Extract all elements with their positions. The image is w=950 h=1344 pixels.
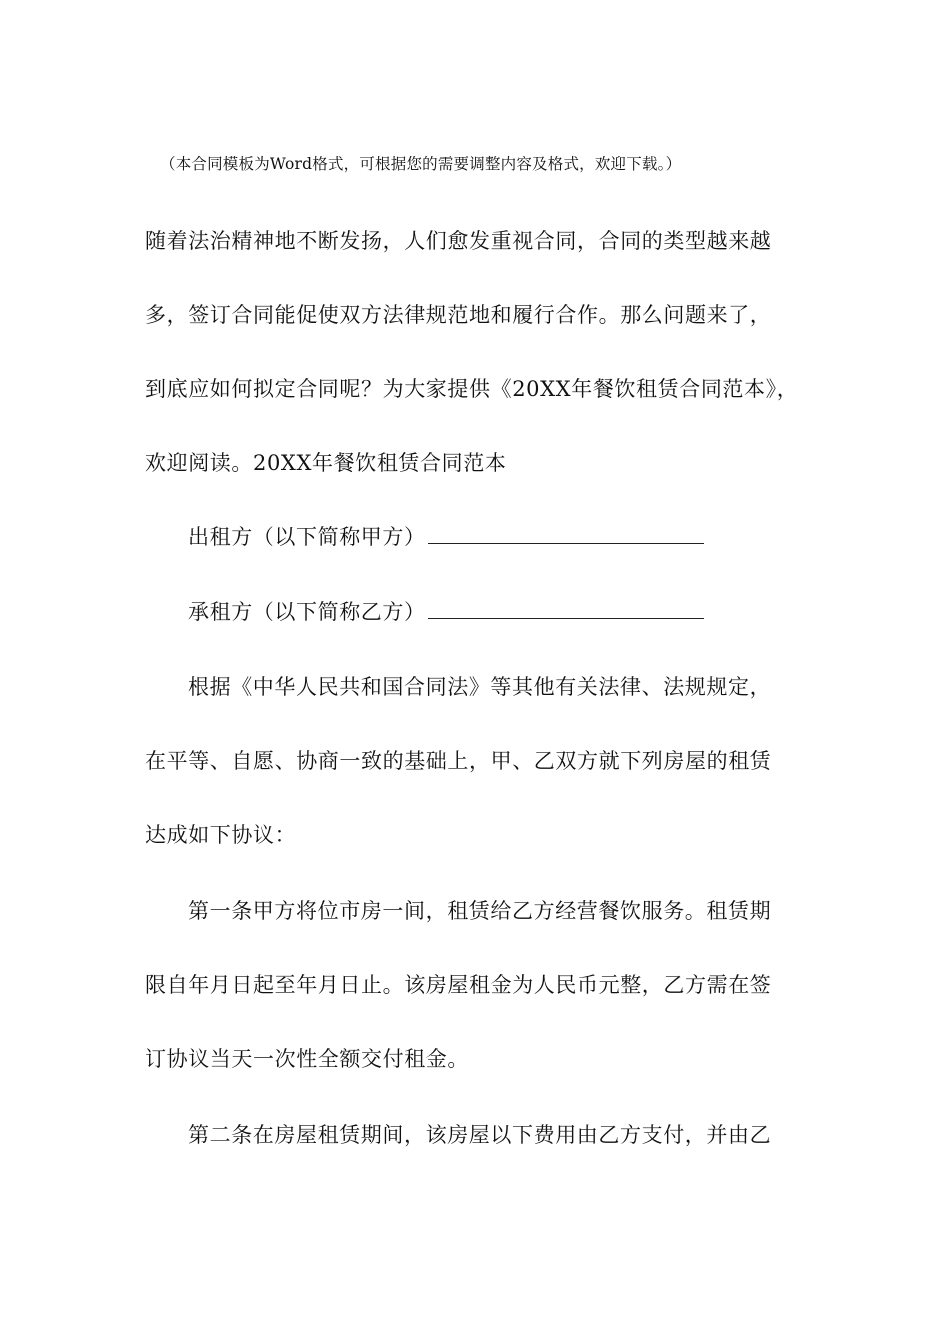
article1-line-3: 订协议当天一次性全额交付租金。 [145, 1047, 469, 1071]
intro-line-1: 随着法治精神地不断发扬，人们愈发重视合同，合同的类型越来越 [145, 229, 772, 253]
lessee-label: 承租方（以下简称乙方） [188, 600, 426, 624]
article2-line-1: 第二条在房屋租赁期间，该房屋以下费用由乙方支付，并由乙 [188, 1123, 772, 1147]
intro-line-2: 多，签订合同能促使双方法律规范地和履行合作。那么问题来了， [145, 303, 772, 327]
intro-line-4: 欢迎阅读。20XX年餐饮租赁合同范本 [145, 451, 507, 475]
lessor-blank [428, 523, 704, 544]
lessee-blank [428, 598, 704, 619]
article1-line-2: 限自年月日起至年月日止。该房屋租金为人民币元整，乙方需在签 [145, 973, 772, 997]
intro-line-3: 到底应如何拟定合同呢？为大家提供《20XX年餐饮租赁合同范本》， [145, 377, 799, 401]
preamble-line-3: 达成如下协议： [145, 823, 297, 847]
lessor-line [188, 522, 868, 552]
template-note: （本合同模板为Word格式，可根据您的需要调整内容及格式，欢迎下载。） [160, 155, 682, 173]
preamble-line-1: 根据《中华人民共和国合同法》等其他有关法律、法规规定， [188, 675, 772, 699]
preamble-line-2: 在平等、自愿、协商一致的基础上，甲、乙双方就下列房屋的租赁 [145, 749, 772, 773]
lessee-line [188, 597, 868, 627]
lessor-label: 出租方（以下简称甲方） [188, 525, 426, 549]
article1-line-1: 第一条甲方将位市房一间，租赁给乙方经营餐饮服务。租赁期 [188, 899, 772, 923]
